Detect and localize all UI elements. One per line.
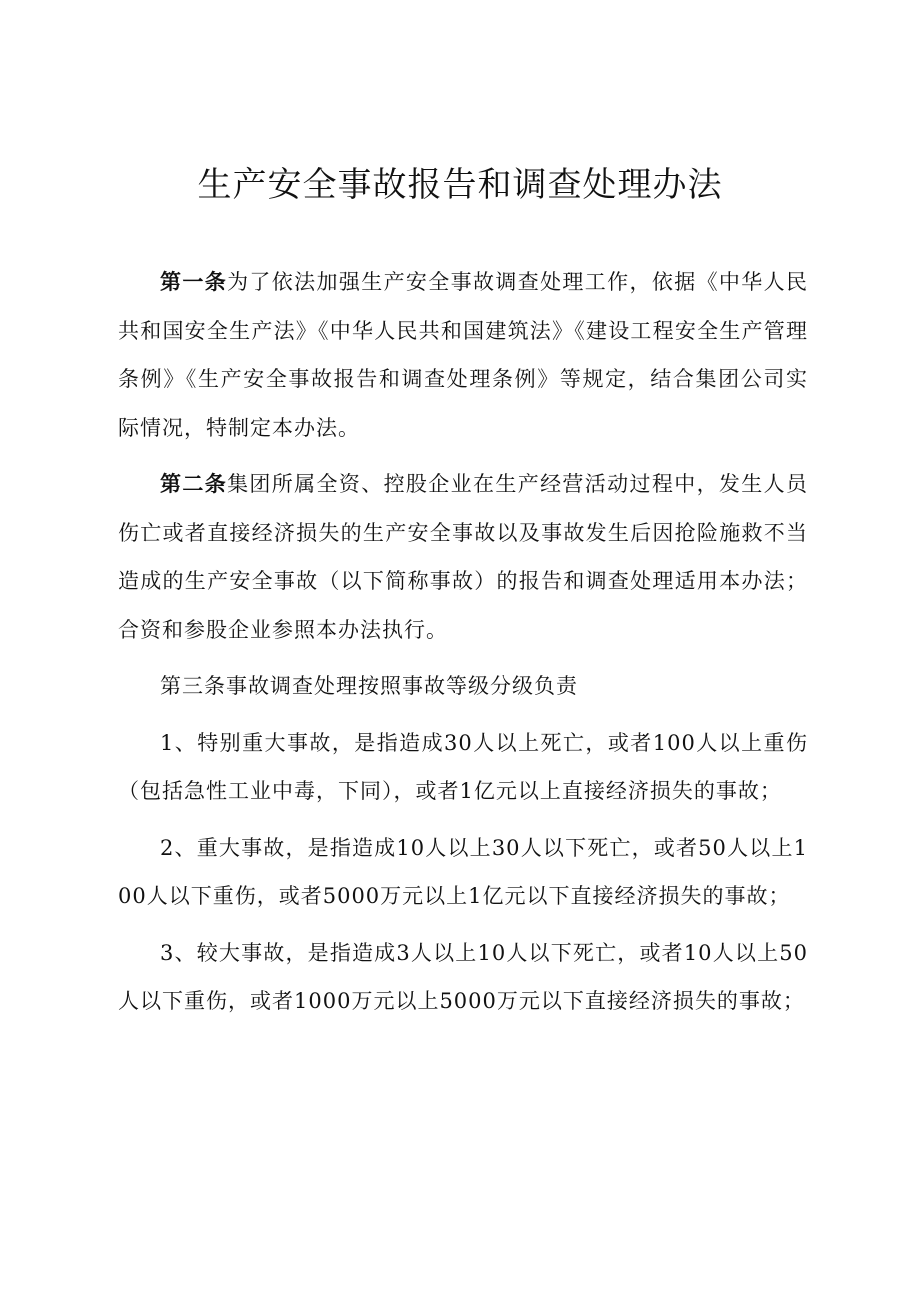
article-2-label: 第二条 [160,471,228,496]
level-item-3: 3、较大事故，是指造成3人以上10人以下死亡，或者10人以上50人以下重伤，或者1000万元以上5000万元以下直接经济损失的事故； [118,940,808,1013]
article-1 [118,258,808,452]
level-item-2: 2、重大事故，是指造成10人以上30人以下死亡，或者50人以上100人以下重伤，或者5000万元以上1亿元以下直接经济损失的事故； [118,835,808,908]
level-item-1: 1、特别重大事故，是指造成30人以上死亡，或者100人以上重伤（包括急性工业中毒，下同），或者1亿元以上直接经济损失的事故； [118,730,808,803]
article-2-text: 集团所属全资、控股企业在生产经营活动过程中，发生人员伤亡或者直接经济损失的生产安全事故以及事故发生后因抢险施救不当造成的生产安全事故（以下简称事故）的报告和调查处理适用本办法；合资和参股企业参照本办法执行。 [118,472,809,642]
article-1-text: 为了依法加强生产安全事故调查处理工作，依据《中华人民共和国安全生产法》《中华人民共和国建筑法》《建设工程安全生产管理条例》《生产安全事故报告和调查处理条例》等规定，结合集团公司实际情况，特制定本办法。 [118,270,809,440]
document-title: 生产安全事故报告和调查处理办法 [197,165,723,205]
article-3-heading: 第三条事故调查处理按照事故等级分级负责 [160,674,578,698]
article-2 [118,460,808,654]
document-body [118,258,808,1034]
article-1-label: 第一条 [160,269,228,294]
